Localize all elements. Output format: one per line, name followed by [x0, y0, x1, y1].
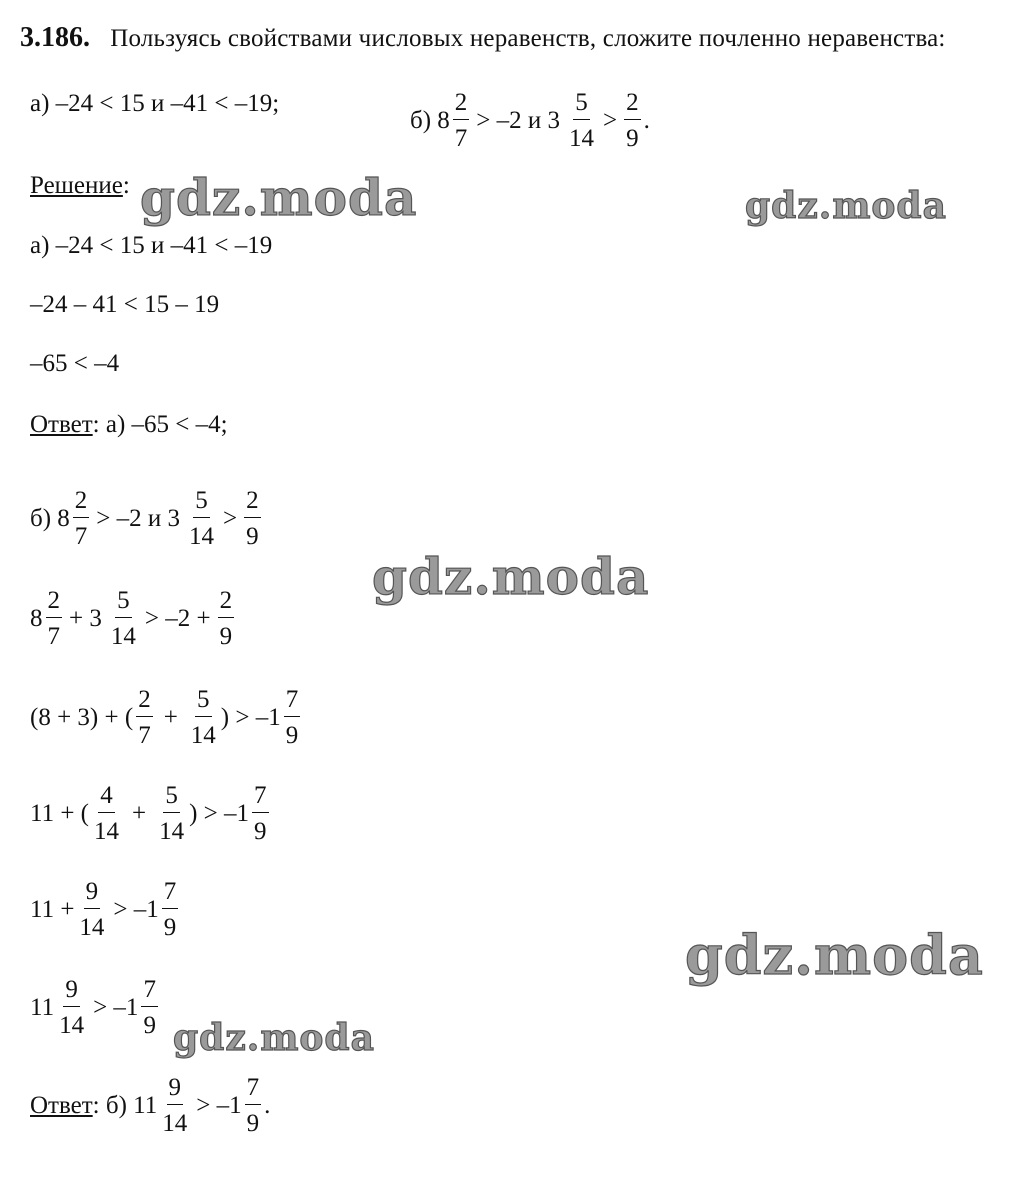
fraction: [567, 90, 596, 151]
task-a: [30, 90, 279, 118]
solution-label: Решение: [30, 172, 123, 199]
task-b-middle: >: [603, 106, 618, 134]
numerator: 7: [162, 879, 179, 909]
denominator: 9: [143, 1012, 156, 1039]
step-text: +: [132, 799, 147, 827]
fraction: [109, 588, 138, 649]
fraction: [160, 1075, 189, 1136]
step-text: (8 + 3) + (: [30, 703, 134, 731]
denominator: 7: [138, 722, 151, 749]
step-text: 11: [30, 993, 55, 1021]
numerator: 2: [624, 90, 641, 120]
step-text: >: [223, 504, 238, 532]
answer-label: Ответ: [30, 411, 93, 438]
denominator: 14: [159, 818, 185, 845]
numerator: 2: [73, 488, 90, 518]
denominator: 14: [190, 722, 216, 749]
fraction: [73, 488, 90, 549]
numerator: 2: [453, 90, 470, 120]
step-text: 11 + (: [30, 799, 89, 827]
fraction: [245, 1075, 262, 1136]
fraction: [187, 488, 216, 549]
fraction: [136, 687, 153, 748]
step-text: 8: [30, 604, 43, 632]
numerator: 5: [573, 90, 590, 120]
step-text: –65 < –4: [30, 350, 120, 377]
watermark-logo: gdz.moda: [372, 547, 650, 606]
fraction: [284, 687, 301, 748]
denominator: 14: [94, 818, 119, 845]
denominator: 7: [454, 125, 468, 152]
step-b-6: [30, 977, 161, 1038]
denominator: 9: [246, 1110, 260, 1137]
fraction: [252, 783, 269, 844]
denominator: 9: [163, 914, 177, 941]
watermark-logo: gdz.moda: [173, 1017, 375, 1059]
step-text: –24 – 41 < 15 – 19: [30, 291, 220, 318]
fraction: [453, 90, 470, 151]
fraction: [46, 588, 63, 649]
denominator: 7: [47, 623, 60, 650]
numerator: 7: [252, 783, 269, 813]
answer-text: .: [264, 1091, 271, 1119]
step-text: ) > –1: [220, 703, 281, 731]
denominator: 14: [59, 1012, 85, 1039]
denominator: 14: [162, 1110, 188, 1137]
denominator: 9: [246, 523, 259, 550]
numerator: 5: [193, 488, 210, 518]
denominator: 14: [79, 914, 105, 941]
denominator: 7: [74, 523, 88, 550]
fraction: [244, 488, 261, 549]
denominator: 9: [254, 818, 267, 845]
fraction: [189, 687, 218, 748]
numerator: 7: [284, 687, 301, 717]
fraction: [92, 783, 121, 844]
step-a-3: [30, 350, 119, 378]
fraction: [141, 977, 158, 1038]
step-text: б) 8: [30, 504, 70, 532]
problem-statement: Пользуясь свойствами числовых неравенств, сложите почленно неравенства:: [110, 25, 946, 52]
step-b-1: [30, 488, 264, 549]
answer-label: Ответ: [30, 1091, 93, 1119]
watermark-logo: gdz.moda: [140, 168, 418, 227]
answer-text: : б) 11: [92, 1091, 158, 1119]
numerator: 2: [244, 488, 261, 518]
answer-a: [30, 411, 228, 439]
watermark-logo: gdz.moda: [745, 185, 947, 227]
fraction: [77, 879, 106, 940]
fraction: [57, 977, 86, 1038]
step-b-4: [30, 783, 272, 844]
denominator: 14: [189, 523, 215, 550]
denominator: 14: [110, 623, 136, 650]
numerator: 5: [115, 588, 132, 618]
numerator: 2: [136, 687, 153, 717]
step-a-1: [30, 232, 272, 260]
answer-text: > –1: [196, 1091, 242, 1119]
task-b-prefix: б) 8: [410, 106, 450, 134]
denominator: 14: [569, 125, 595, 152]
problem-header: [20, 22, 946, 54]
fraction: [218, 588, 235, 649]
task-b-middle: > –2 и 3: [476, 106, 561, 134]
task-a-text: а) –24 < 15 и –41 < –19;: [30, 90, 280, 117]
step-text: 11 +: [30, 895, 75, 923]
fraction: [162, 879, 179, 940]
numerator: 9: [84, 879, 101, 909]
numerator: 7: [245, 1075, 262, 1105]
step-text: ) > –1: [189, 799, 250, 827]
numerator: 2: [46, 588, 63, 618]
denominator: 9: [285, 722, 299, 749]
step-b-5: [30, 879, 181, 940]
step-text: +: [163, 703, 178, 731]
solution-colon: :: [122, 172, 130, 199]
fraction: [624, 90, 641, 151]
answer-text: : а) –65 < –4;: [92, 411, 228, 438]
denominator: 9: [219, 623, 233, 650]
denominator: 9: [626, 125, 639, 152]
step-text: > –1: [93, 993, 139, 1021]
step-text: > –2 +: [144, 604, 211, 632]
answer-b: [30, 1075, 270, 1136]
solution-heading: [30, 172, 130, 200]
task-b-suffix: .: [643, 106, 650, 134]
step-a-2: [30, 291, 219, 319]
step-b-3: [30, 687, 303, 748]
fraction: [157, 783, 186, 844]
step-text: + 3: [69, 604, 102, 632]
watermark-logo: gdz.moda: [685, 923, 984, 987]
step-text: а) –24 < 15 и –41 < –19: [30, 232, 273, 259]
task-b: [410, 90, 650, 151]
numerator: 4: [98, 783, 115, 813]
problem-number: 3.186.: [20, 22, 90, 53]
step-text: > –1: [113, 895, 159, 923]
numerator: 5: [195, 687, 212, 717]
step-b-2: [30, 588, 237, 649]
numerator: 9: [167, 1075, 184, 1105]
numerator: 5: [163, 783, 180, 813]
numerator: 2: [218, 588, 235, 618]
numerator: 9: [63, 977, 80, 1007]
numerator: 7: [141, 977, 158, 1007]
step-text: > –2 и 3: [96, 504, 181, 532]
